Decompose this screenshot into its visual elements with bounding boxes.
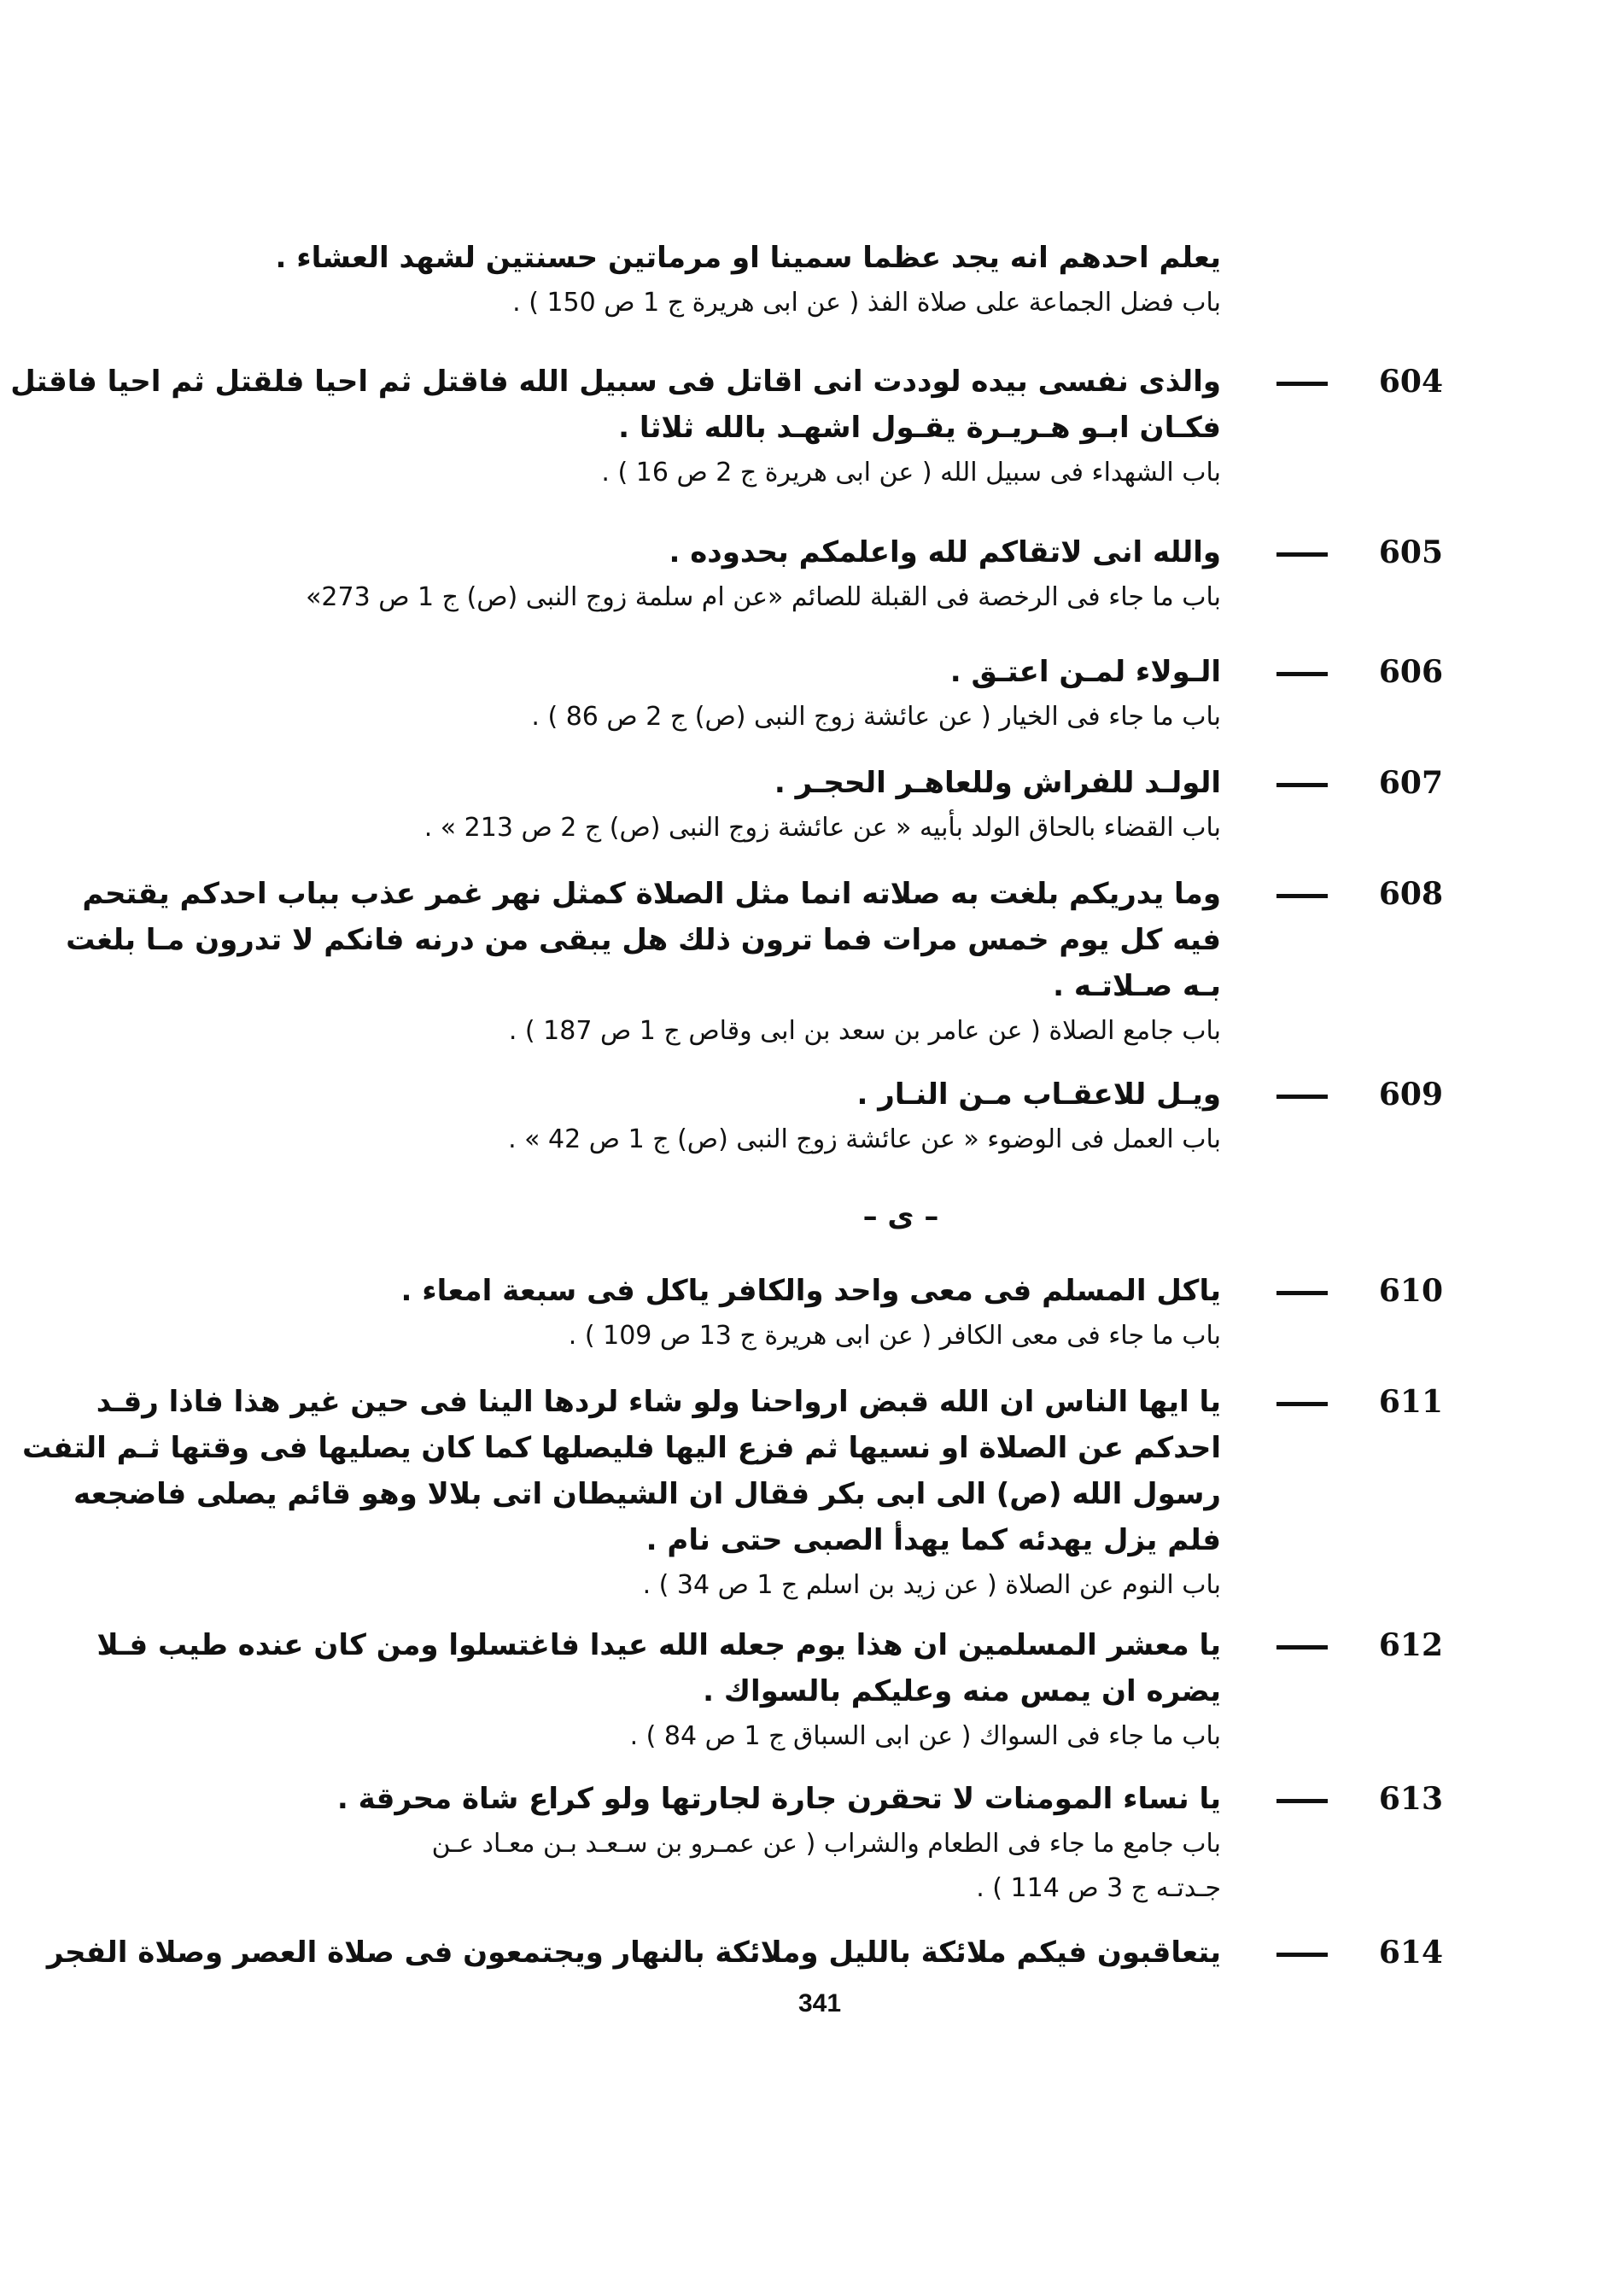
hadith-line: فلم يزل يهدئه كما يهدأ الصبى حتى نام . [646, 1523, 1221, 1557]
hadith-line: ويـل للاعقـاب مـن النـار . [856, 1077, 1221, 1112]
hadith-line: والله انى لاتقاكم لله واعلمكم بحدوده . [669, 535, 1221, 569]
dash-separator [1276, 894, 1328, 898]
source-line: باب ما جاء فى الخيار ( عن عائشة زوج النبى (ص) ج 2 ص 86 ) . [531, 702, 1221, 732]
hadith-line: فكـان ابـو هـريـرة يقـول اشهـد بالله ثلاثا . [618, 411, 1221, 445]
hadith-line: يضره ان يمس منه وعليكم بالسواك . [703, 1674, 1221, 1708]
entry-number: 606 [1378, 654, 1443, 690]
hadith-line: فيه كل يوم خمس مرات فما ترون ذلك هل يبقى من درنه فانكم لا تدرون مـا بلغت [66, 923, 1221, 957]
hadith-line: يتعاقبون فيكم ملائكة بالليل وملائكة بالنهار ويجتمعون فى صلاة العصر وصلاة الفجر [46, 1936, 1221, 1970]
page-number: 341 [797, 1989, 842, 2017]
entry-body [231, 649, 1221, 739]
hadith-line: رسول الله (ص) الى ابى بكر فقال ان الشيطان اتى بلالا وهو قائم يصلى فاضجعه [73, 1477, 1221, 1511]
dash-separator [1276, 783, 1328, 787]
source-line: باب جامع الصلاة ( عن عامر بن سعد بن ابى وقاص ج 1 ص 187 ) . [508, 1016, 1221, 1046]
entry-body [46, 1930, 1221, 1976]
source-line: باب العمل فى الوضوء « عن عائشة زوج النبى (ص) ج 1 ص 42 » . [508, 1124, 1221, 1154]
entry-body [231, 529, 1221, 620]
entry-body [231, 1268, 1221, 1358]
source-line: باب ما جاء فى الرخصة فى القبلة للصائم «عن ام سلمة زوج النبى (ص) ج 1 ص 273» [306, 582, 1221, 612]
dash-separator [1276, 1953, 1328, 1957]
dash-separator [1276, 672, 1328, 676]
entry-number: 614 [1378, 1935, 1443, 1971]
entry-number: 612 [1378, 1627, 1443, 1663]
hadith-line: والذى نفسى بيده لوددت انى اقاتل فى سبيل الله فاقتل ثم احيا فلقتل ثم احيا فاقتل [10, 365, 1221, 399]
entry-number: 607 [1378, 765, 1443, 801]
entry-body [22, 1379, 1221, 1608]
hadith-line: يا معشر المسلمين ان هذا يوم جعله الله عيدا فاغتسلوا ومن كان عنده طيب فـلا [96, 1628, 1221, 1662]
dash-separator [1276, 1402, 1328, 1406]
section-letter: – ى – [862, 1200, 939, 1234]
source-line: باب ما جاء فى السواك ( عن ابى السباق ج 1 ص 84 ) . [629, 1721, 1221, 1751]
hadith-line: يا ايها الناس ان الله قبض ارواحنا ولو شاء لردها الينا فى حين غير هذا فاذا رقـد [96, 1385, 1221, 1419]
source-line: باب ما جاء فى معى الكافر ( عن ابى هريرة ج 13 ص 109 ) . [568, 1321, 1221, 1351]
dash-separator [1276, 1291, 1328, 1295]
hadith-line: وما يدريكم بلغت به صلاته انما مثل الصلاة كمثل نهر غمر عذب بباب احدكم يقتحم [82, 877, 1221, 911]
source-line: باب فضل الجماعة على صلاة الفذ ( عن ابى هريرة ج 1 ص 150 ) . [512, 288, 1221, 318]
entry-body [231, 235, 1221, 325]
entry-number: 609 [1378, 1077, 1443, 1112]
source-line: باب القضاء بالحاق الولد بأبيه « عن عائشة زوج النبى (ص) ج 2 ص 213 » . [424, 813, 1221, 843]
dash-separator [1276, 552, 1328, 557]
dash-separator [1276, 1095, 1328, 1099]
hadith-line: الـولاء لمـن اعتـق . [949, 655, 1221, 689]
source-line: باب الشهداء فى سبيل الله ( عن ابى هريرة ج 2 ص 16 ) . [601, 458, 1221, 488]
entry-number: 605 [1378, 534, 1443, 570]
entry-body [231, 760, 1221, 850]
hadith-line: يعلم احدهم انه يجد عظما سمينا او مرماتين حسنتين لشهد العشاء . [275, 241, 1221, 275]
hadith-line: يا نساء المومنات لا تحقرن جارة لجارتها ولو كراع شاة محرقة . [336, 1782, 1221, 1816]
entry-body [66, 871, 1221, 1054]
dash-separator [1276, 1645, 1328, 1649]
entry-body [10, 359, 1221, 495]
entry-continuation [231, 235, 1443, 329]
entry-body [96, 1622, 1221, 1759]
hadith-line: ياكل المسلم فى معى واحد والكافر ياكل فى سبعة امعاء . [400, 1274, 1221, 1308]
entry-number: 611 [1378, 1384, 1443, 1420]
entry-number: 610 [1378, 1273, 1443, 1309]
source-line: باب جامع ما جاء فى الطعام والشراب ( عن عمـرو بن سـعـد بـن معـاد عـن [431, 1829, 1221, 1859]
entry-body [231, 1071, 1221, 1162]
source-line: باب النوم عن الصلاة ( عن زيد بن اسلم ج 1 ص 34 ) . [642, 1570, 1221, 1600]
hadith-line: احدكم عن الصلاة او نسيها ثم فزع اليها فليصلها كما كان يصليها فى وقتها ثـم التفت [22, 1431, 1221, 1465]
entry-number: 604 [1378, 364, 1443, 400]
dash-separator [1276, 1799, 1328, 1803]
entry-number: 613 [1378, 1781, 1443, 1817]
source-line: جـدتـه ج 3 ص 114 ) . [976, 1873, 1221, 1903]
dash-separator [1276, 382, 1328, 386]
hadith-line: الولـد للفراش وللعاهـر الحجـر . [774, 766, 1221, 800]
hadith-line: بـه صـلاتـه . [1053, 969, 1221, 1003]
entry-number: 608 [1378, 876, 1443, 912]
entry-body [231, 1776, 1221, 1911]
